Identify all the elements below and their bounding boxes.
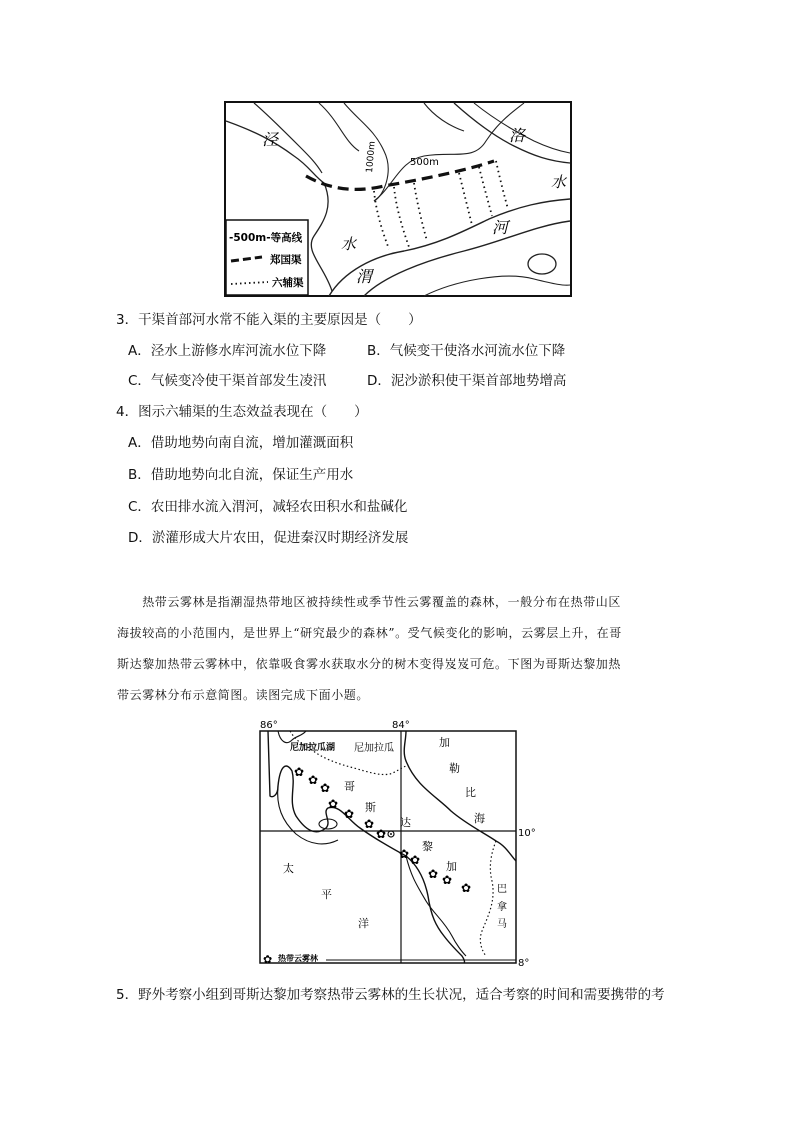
cloud-forest-marker: ✿ [328,797,339,811]
label-pacific-1: 太 [283,862,294,875]
legend-liufu: 六辅渠 [272,277,304,289]
label-pacific-3: 洋 [358,917,369,930]
cloud-forest-marker: ✿ [376,827,387,841]
label-luo: 洛 [509,126,526,145]
label-lat-8: 8° [518,958,530,969]
label-caribbean-1: 加 [439,736,450,749]
cloud-forest-marker: ✿ [442,873,453,887]
cloud-forest-marker: ✿ [294,765,305,779]
legend-marker-icon: ✿ [263,953,273,966]
label-nicaragua-lake: 尼加拉瓜湖 [290,743,336,753]
legend-cloud-forest: 热带云雾林 [278,954,318,963]
label-costa-rica-1: 哥 [344,780,355,793]
legend-contour: -500m-等高线 [229,232,303,244]
label-wei: 渭 [356,267,373,286]
cloud-forest-marker: ✿ [320,781,331,795]
label-costa-rica-4: 黎 [422,840,433,853]
label-lat-10: 10° [518,828,536,839]
cloud-forest-marker: ✿ [461,881,472,895]
label-contour-1000: 1000m [365,140,378,174]
passage-line-2: 海拔较高的小范围内，是世界上“研究最少的森林”。受气候变化的影响，云雾层上升，在哥 [117,626,622,640]
label-lon-86: 86° [260,720,278,731]
label-panama-2: 拿 [497,902,507,913]
costa-rica-cloud-forest-map [256,716,546,972]
passage-line-3: 斯达黎加热带云雾林中，依靠吸食雾水获取水分的树木变得岌岌可危。下图为哥斯达黎加热 [117,657,622,671]
map1-legend [226,220,308,295]
label-nicaragua: 尼加拉瓜 [354,743,394,754]
label-jing: 泾 [262,130,279,149]
label-he: 河 [492,218,509,237]
label-costa-rica-2: 斯 [365,801,376,814]
cloud-forest-marker: ✿ [399,847,410,861]
q3-option-b: B．气候变干使洛水河流水位下降 [367,343,566,359]
cloud-forest-passage [117,587,677,711]
q3-option-d: D．泥沙淤积使干渠首部地势增高 [367,373,567,389]
capital-symbol-dot [390,833,392,835]
q3-stem: 3．干渠首部河水常不能入渠的主要原因是（ ） [116,312,422,328]
cloud-forest-marker: ✿ [308,773,319,787]
passage-line-4: 带云雾林分布示意简图。读图完成下面小题。 [117,688,370,702]
label-panama-3: 马 [497,919,507,930]
q3-option-c: C．气候变冷使干渠首部发生凌汛 [128,373,327,389]
label-contour-500: 500m [410,157,439,168]
q5-stem: 5．野外考察小组到哥斯达黎加考察热带云雾林的生长状况，适合考察的时间和需要携带的考 [116,987,665,1003]
label-shui-left: 水 [341,235,357,253]
label-shui-right: 水 [551,173,567,191]
cloud-forest-marker: ✿ [410,853,421,867]
label-caribbean-4: 海 [474,812,485,825]
q4-option-d: D．淤灌形成大片农田，促进秦汉时期经济发展 [128,530,409,546]
q3-option-a: A．泾水上游修水库河流水位下降 [128,343,327,359]
q4-stem: 4．图示六辅渠的生态效益表现在（ ） [116,404,368,420]
cloud-forest-marker: ✿ [364,817,375,831]
legend-zhengguo: 郑国渠 [270,254,302,266]
q4-option-c: C．农田排水流入渭河，减轻农田积水和盐碱化 [128,499,408,515]
label-lon-84: 84° [392,720,410,731]
label-costa-rica-3: 达 [400,816,411,829]
label-costa-rica-5: 加 [446,860,457,873]
q4-option-a: A．借助地势向南自流，增加灌溉面积 [128,435,354,451]
cloud-forest-marker: ✿ [344,807,355,821]
passage-line-1: 热带云雾林是指潮湿热带地区被持续性或季节性云雾覆盖的森林，一般分布在热带山区 [117,595,622,609]
zhengguo-canal-map [224,101,572,297]
label-panama-1: 巴 [497,884,507,895]
cloud-forest-marker: ✿ [428,867,439,881]
label-caribbean-3: 比 [465,786,476,799]
label-pacific-2: 平 [321,888,332,901]
label-caribbean-2: 勒 [449,762,460,775]
q4-option-b: B．借助地势向北自流，保证生产用水 [128,467,354,483]
